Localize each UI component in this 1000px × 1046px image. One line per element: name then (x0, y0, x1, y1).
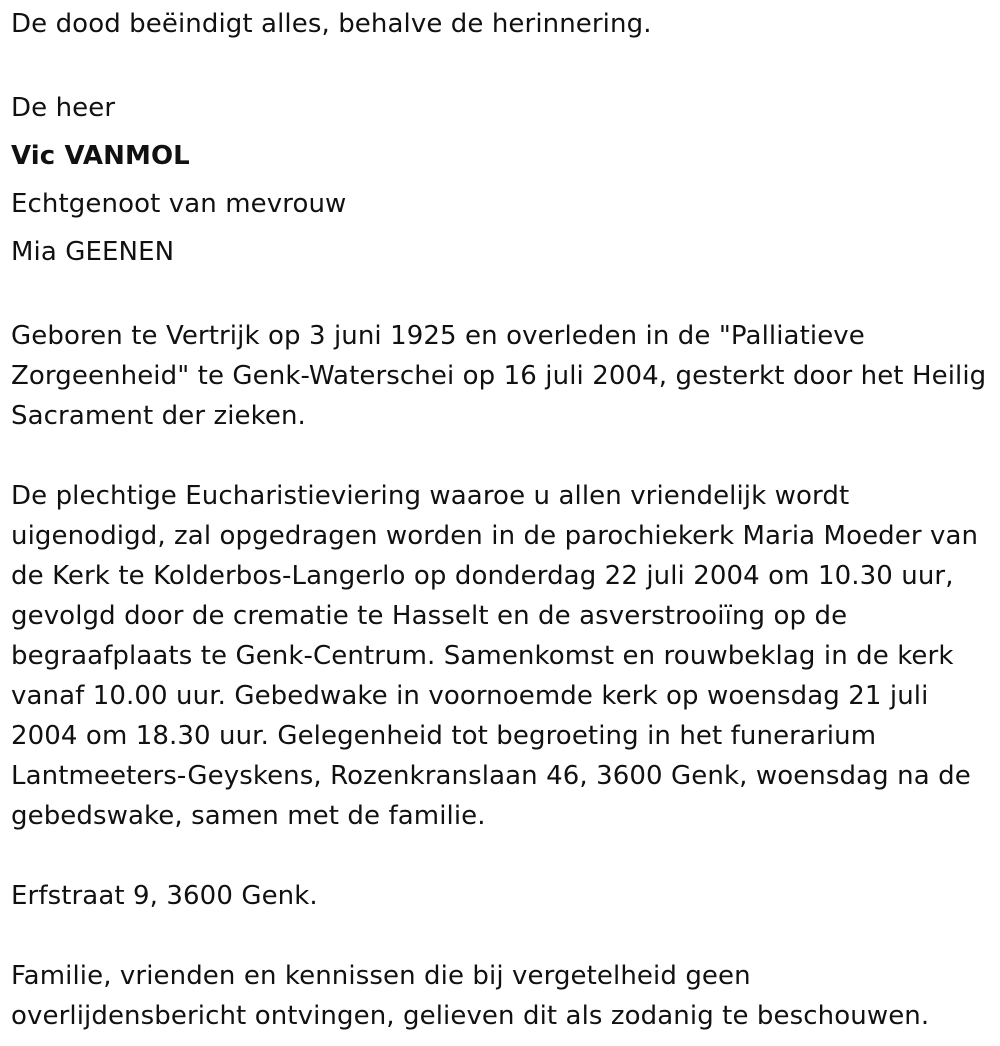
notice-paragraph: Familie, vrienden en kennissen die bij vergetelheid geen overlijdensbericht ontvingen, gelieven dit als zodanig te beschouwen. (11, 961, 930, 1031)
spacer (11, 436, 988, 476)
spacer (11, 836, 988, 876)
address-line: Erfstraat 9, 3600 Genk. (11, 881, 318, 911)
birth-death-paragraph: Geboren te Vertrijk op 3 juni 1925 en overleden in de "Palliatieve Zorgeenheid" te Genk-Waterschei op 16 juli 2004, gesterkt door het Heilig Sacrament der zieken. (11, 321, 987, 431)
spacer (11, 276, 988, 316)
spacer (11, 916, 988, 956)
deceased-title: De heer (11, 93, 116, 123)
deceased-name: Vic VANMOL (11, 141, 190, 171)
ceremony-paragraph: De plechtige Eucharistieviering waaroe u allen vriendelijk wordt uigenodigd, zal opgedragen worden in de parochiekerk Maria Moeder van de Kerk te Kolderbos-Langerlo op donderdag 22 juli 2004 om 10.30 uur, gevolgd door de crematie te Hasselt en de asverstrooiïng op de begraafplaats te Genk-Centrum. Samenkomst en rouwbeklag in de kerk vanaf 10.00 uur. Gebedwake in voornoemde kerk op woensdag 21 juli 2004 om 18.30 uur. Gelegenheid tot begroeting in het funerarium Lantmeeters-Geyskens, Rozenkranslaan 46, 3600 Genk, woensdag na de gebedswake, samen met de familie. (11, 481, 979, 831)
spacer (11, 44, 988, 84)
relation-line: Echtgenoot van mevrouw (11, 189, 347, 219)
motto-line: De dood beëindigt alles, behalve de herinnering. (11, 9, 652, 39)
spouse-name: Mia GEENEN (11, 237, 175, 267)
